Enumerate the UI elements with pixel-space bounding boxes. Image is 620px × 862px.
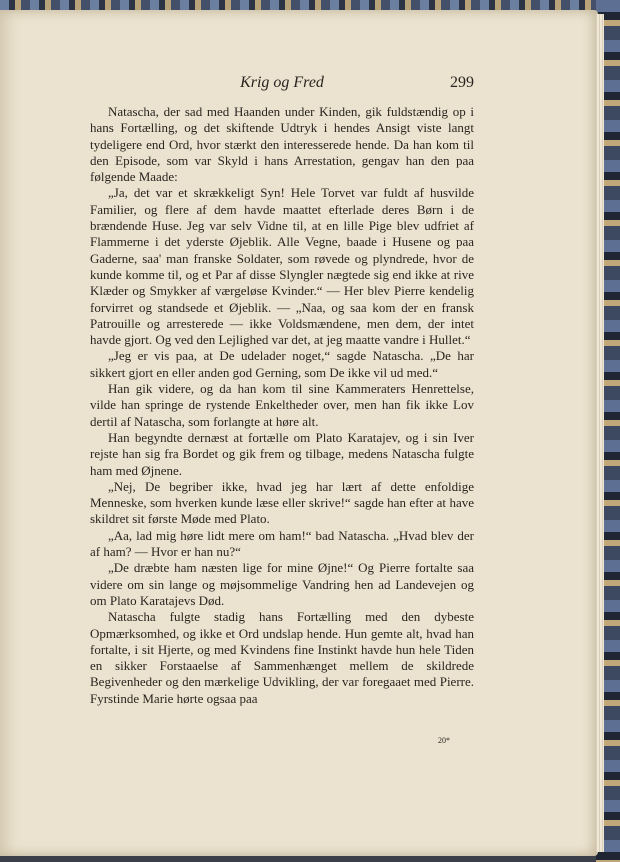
paragraph: Natascha fulgte stadig hans Fortælling med den dybeste Opmærksomhed, og ikke et Ord undslap hende. Hun gemte alt, hvad han fortalte, i sit Hjerte, og med Kvindens fine Instinkt havde hun hele Tiden en sikker Forstaaelse af Sammenhænget mellem de skildrede Begivenheder og den mærkelige Udvikling, der var foregaaet med Pierre. Fyrstinde Marie hørte ogsaa paa [90, 609, 474, 706]
page-edges [596, 14, 604, 852]
paragraph: Han gik videre, og da han kom til sine Kammeraters Henrettelse, vilde han springe de rystende Enkeltheder over, men han fik ikke Lov dertil af Natascha, som forlangte at høre alt. [90, 381, 474, 429]
paragraph: „De dræbte ham næsten lige for mine Øjne!“ Og Pierre fortalte saa videre om sin lange og møjsommelige Vandring hen ad Landevejen og om Plato Karatajevs Død. [90, 560, 474, 608]
paragraph: „Ja, det var et skrækkeligt Syn! Hele Torvet var fuldt af husvilde Familier, og flere af dem havde maattet efterlade deres Børn i de brændende Huse. Jeg var selv Vidne til, at en lille Pige blev udfriet af Flammerne i det yderste Øjeblik. Alle Vegne, baade i Husene og paa Gaderne, saa' man franske Soldater, som røvede og plyndrede, hvor de kunde komme til, og et Par af disse Slyngler nægtede sig end ikke at rive Klæder og Smykker af værgeløse Kvinder.“ — Her blev Pierre kendelig forvirret og standsede et Øjeblik. — „Naa, og saa kom der en fransk Patrouille og arresterede — ikke Voldsmændene, men dem, der intet havde gjort. Og ved den Lejlighed var det, at jeg maatte vandre i Hullet.“ [90, 185, 474, 348]
paragraph: Han begyndte dernæst at fortælle om Plato Karatajev, og i sin Iver rejste han sig fra Bordet og gik frem og tilbage, medens Natascha fulgte ham med Øjnene. [90, 429, 474, 478]
page-body [90, 104, 474, 707]
paragraph: „Jeg er vis paa, at De udelader noget,“ sagde Natascha. „De har sikkert gjort en eller anden god Gerning, som De ikke vil ud med.“ [90, 348, 474, 380]
running-title: Krig og Fred [240, 74, 324, 91]
paragraph: Natascha, der sad med Haanden under Kinden, gik fuldstændig op i hans Fortælling, og det skiftende Udtryk i hendes Ansigt viste langt tydeligere end Ord, hvor stærkt den interesserede hende. Da han kom til den Episode, som var Skyld i hans Arrestation, gengav han den paa følgende Maade: [90, 104, 474, 185]
paragraph: „Nej, De begriber ikke, hvad jeg har lært af dette enfoldige Menneske, som hverken kunde læse eller skrive!“ sagde han efter at have skildret sit første Møde med Plato. [90, 478, 474, 527]
page-header [90, 74, 474, 96]
paragraph: „Aa, lad mig høre lidt mere om ham!“ bad Natascha. „Hvad blev der af ham? — Hvor er han nu?“ [90, 527, 474, 560]
printer-signature: 20* [438, 736, 450, 745]
page-number: 299 [450, 74, 474, 91]
